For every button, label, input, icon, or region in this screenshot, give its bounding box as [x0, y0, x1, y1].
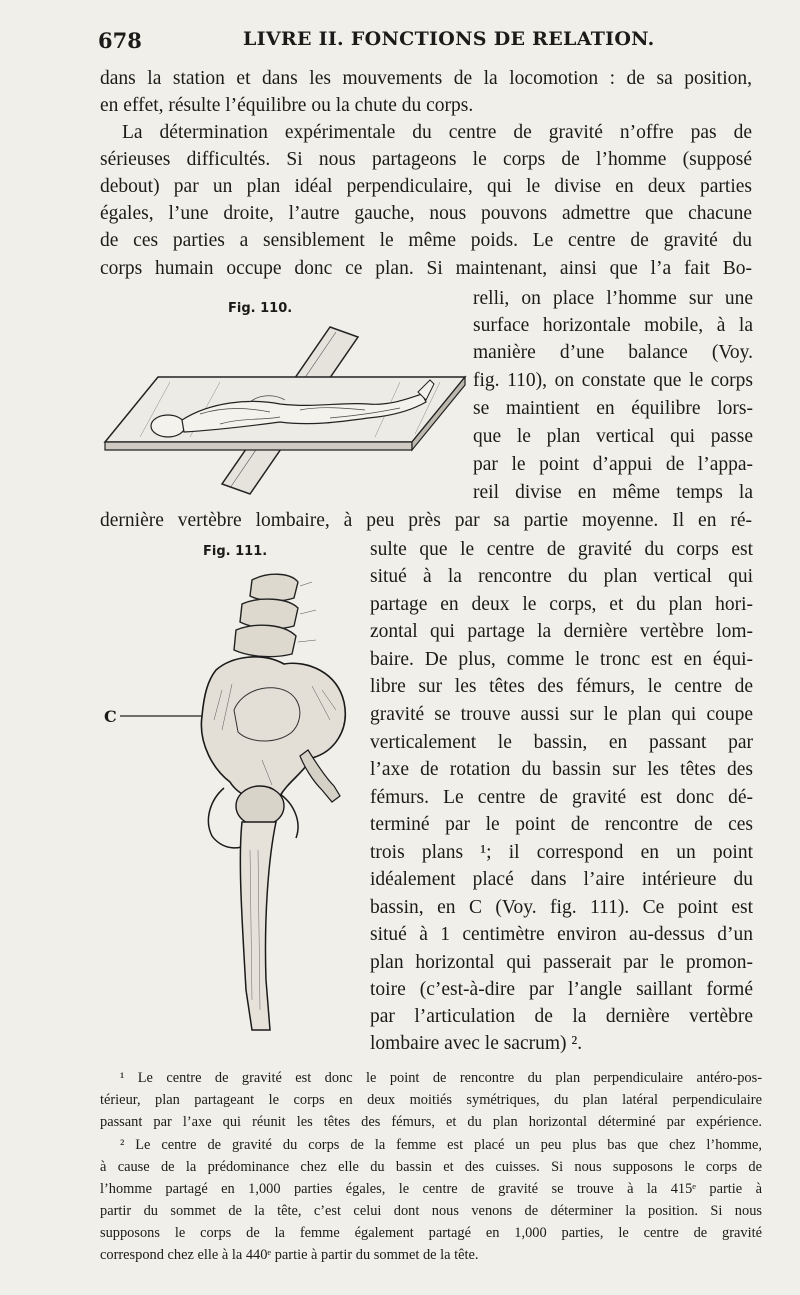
body-line: égales, l’une droite, l’autre gauche, nous pouvons admettre que chacune: [100, 203, 752, 224]
footnote-line: passant par l’axe qui réunit les têtes des fémurs, et du plan horizontal déterminé par expérience.: [100, 1114, 762, 1130]
body-line: idéalement placé dans l’aire intérieure du: [370, 869, 753, 890]
page-number: 678: [98, 28, 142, 53]
body-line: terminé par le point de rencontre de ces: [370, 814, 753, 835]
body-line: fémurs. Le centre de gravité est donc dé-: [370, 787, 753, 808]
footnote-line: partir du sommet de la tête, c’est celui dont nous venons de déterminer la position. Si nous: [100, 1203, 762, 1219]
body-line: toire (c’est-à-dire par l’angle saillant formé: [370, 979, 753, 1000]
figure-111-caption: Fig. 111.: [203, 544, 268, 559]
body-line: fig. 110), on constate que le corps: [473, 370, 753, 391]
footnote-line: térieur, plan partageant le corps en deux moitiés symétriques, du plan latéral perpendiculaire: [100, 1092, 762, 1108]
footnote-line: supposons le corps de la femme également partagé en 1,000 parties, le centre de gravité: [100, 1225, 762, 1241]
body-line: La détermination expérimentale du centre de gravité n’offre pas de: [122, 122, 752, 143]
body-line: manière d’une balance (Voy.: [473, 342, 753, 363]
figure-110-illustration: [100, 322, 470, 502]
body-line: verticalement le bassin, en passant par: [370, 732, 753, 753]
body-line: reil divise en même temps la: [473, 482, 753, 503]
body-line: que le plan vertical qui passe: [473, 426, 753, 447]
body-line: se maintient en équilibre lors-: [473, 398, 753, 419]
body-line: lombaire avec le sacrum) ².: [370, 1033, 583, 1054]
footnote-line: ¹ Le centre de gravité est donc le point de rencontre du plan perpendiculaire antéro-pos-: [120, 1070, 762, 1086]
body-line: sulte que le centre de gravité du corps est: [370, 539, 753, 560]
body-line: partage en deux le corps, et du plan hori-: [370, 594, 753, 615]
body-line: debout) par un plan idéal perpendiculaire, qui le divise en deux parties: [100, 176, 752, 197]
footnote-line: à cause de la prédominance chez elle du bassin et des cuisses. Si nous supposons le corps de: [100, 1159, 762, 1175]
body-line: gravité se trouve aussi sur le plan qui coupe: [370, 704, 753, 725]
body-line: baire. De plus, comme le tronc est en équi-: [370, 649, 753, 670]
body-line: corps humain occupe donc ce plan. Si maintenant, ainsi que l’a fait Bo-: [100, 258, 752, 279]
page-header: [98, 28, 758, 56]
body-line: bassin, en C (Voy. fig. 111). Ce point est: [370, 897, 753, 918]
body-line: dernière vertèbre lombaire, à peu près par sa partie moyenne. Il en ré-: [100, 510, 752, 531]
body-line: dans la station et dans les mouvements de la locomotion : de sa position,: [100, 68, 752, 89]
body-line: situé à 1 centimètre environ au-dessus d’un: [370, 924, 753, 945]
body-line: zontal qui partage la dernière vertèbre lom-: [370, 621, 753, 642]
body-line: de ces parties a sensiblement le même poids. Le centre de gravité du: [100, 230, 752, 251]
body-line: libre sur les têtes des fémurs, le centre de: [370, 676, 753, 697]
body-line: par le point d’appui de l’appa-: [473, 454, 753, 475]
body-line: par l’articulation de la dernière vertèbre: [370, 1006, 753, 1027]
body-line: relli, on place l’homme sur une: [473, 288, 753, 309]
figure-110-caption: Fig. 110.: [228, 301, 293, 316]
body-line: sérieuses difficultés. Si nous partageons le corps de l’homme (supposé: [100, 149, 752, 170]
figure-111-illustration: [112, 560, 362, 1040]
footnote-line: l’homme partagé en 1,000 parties égales, le centre de gravité se trouve à la 415ᵉ partie à: [100, 1181, 762, 1197]
body-line: surface horizontale mobile, à la: [473, 315, 753, 336]
body-line: l’axe de rotation du bassin sur les têtes des: [370, 759, 753, 780]
body-line: trois plans ¹; il correspond en un point: [370, 842, 753, 863]
footnote-line: correspond chez elle à la 440ᵉ partie à partir du sommet de la tête.: [100, 1247, 479, 1263]
footnote-line: ² Le centre de gravité du corps de la femme est placé un peu plus bas que chez l’homme,: [120, 1137, 762, 1153]
body-line: plan horizontal qui passerait par le promon-: [370, 952, 753, 973]
point-c-label: C: [104, 707, 117, 726]
running-title: LIVRE II. FONCTIONS DE RELATION.: [243, 28, 655, 50]
body-line: en effet, résulte l’équilibre ou la chute du corps.: [100, 95, 474, 116]
body-line: situé à la rencontre du plan vertical qui: [370, 566, 753, 587]
